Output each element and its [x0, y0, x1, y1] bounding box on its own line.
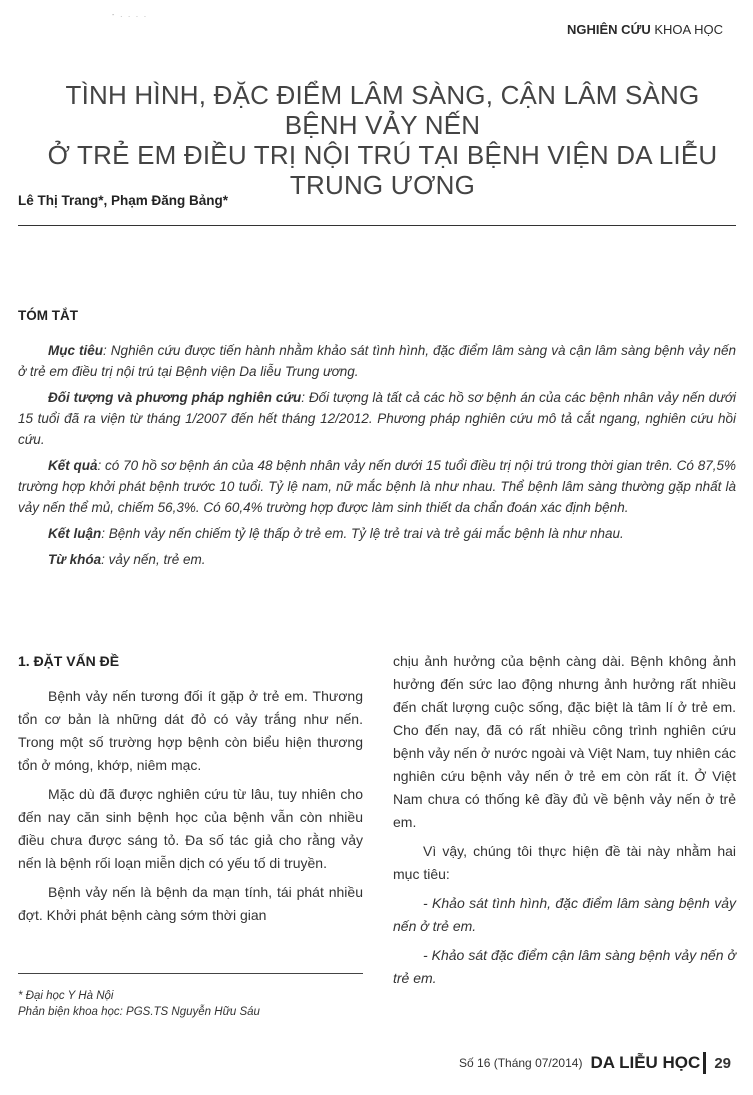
abstract-keywords	[18, 549, 736, 570]
footer-separator	[703, 1052, 706, 1074]
conclusion-text: : Bệnh vảy nến chiếm tỷ lệ thấp ở trẻ em. Tỷ lệ trẻ trai và trẻ gái mắc bệnh là như nhau.	[101, 526, 624, 541]
abstract-results	[18, 455, 736, 518]
results-label: Kết quả	[48, 458, 98, 473]
objective-label: Mục tiêu	[48, 343, 104, 358]
body-paragraph: Mặc dù đã được nghiên cứu từ lâu, tuy nhiên cho đến nay căn sinh bệnh học của bệnh vẫn còn nhiều điều chưa được sáng tỏ. Đa số tác giả cho rằng vảy nến là bệnh rối loạn miễn dịch có yếu tố di truyền.	[18, 786, 363, 871]
issue-info: Số 16 (Tháng 07/2014)	[459, 1056, 583, 1070]
title-line-2: Ở TRẺ EM ĐIỀU TRỊ NỘI TRÚ TẠI BỆNH VIỆN DA LIỄU TRUNG ƯƠNG	[47, 140, 718, 200]
keywords-label: Từ khóa	[48, 552, 102, 567]
page-number: 29	[714, 1054, 731, 1072]
body-column-right	[393, 650, 736, 996]
title-line-1: TÌNH HÌNH, ĐẶC ĐIỂM LÂM SÀNG, CẬN LÂM SÀNG BỆNH VẢY NẾN	[65, 80, 700, 140]
body-column-left	[18, 650, 363, 933]
page-footer	[459, 1052, 731, 1074]
body-paragraph: Bệnh vảy nến là bệnh da mạn tính, tái phát nhiều đợt. Khởi phát bệnh càng sớm thời gian	[18, 884, 363, 923]
body-paragraph: Bệnh vảy nến tương đối ít gặp ở trẻ em. Thương tổn cơ bản là những dát đỏ có vảy trắng như nến. Trong một số trường hợp bệnh còn biểu hiện thương tổn ở móng, khớp, niêm mạc.	[18, 688, 363, 773]
section-header-tag	[567, 22, 723, 37]
journal-name: DA LIỄU HỌC	[590, 1053, 701, 1072]
footnote-reviewer: Phản biện khoa học: PGS.TS Nguyễn Hữu Sáu	[18, 1006, 260, 1018]
body-paragraph: Vì vậy, chúng tôi thực hiện đề tài này nhằm hai mục tiêu:	[393, 843, 736, 882]
abstract-methods	[18, 387, 736, 450]
keywords-text: : vảy nến, trẻ em.	[101, 552, 206, 567]
results-text: : có 70 hồ sơ bệnh án của 48 bệnh nhân vảy nến dưới 15 tuổi điều trị nội trú trong thời gian trên. Có 87,5% trường hợp khởi phát bệnh trước 10 tuổi. Tỷ lệ nam, nữ mắc bệnh là như nhau. Thể bệnh lâm sàng thường gặp nhất là vảy nến thể mủ, chiếm 56,3%. Có 60,4% trường hợp được làm sinh thiết da chẩn đoán xác định bệnh.	[18, 458, 736, 515]
body-paragraph-continued: chịu ảnh hưởng của bệnh càng dài. Bệnh không ảnh hưởng đến sức lao động nhưng ảnh hưởng rất nhiều đến chất lượng cuộc sống, đặc biệt là tâm lí ở trẻ em. Cho đến nay, đã có rất nhiều công trình nghiên cứu bệnh vảy nến ở nước ngoài và Việt Nam, tuy nhiên các nghiên cứu bệnh vảy nến ở trẻ em còn rất ít. Ở Việt Nam chưa có thống kê đầy đủ về bệnh vảy nến ở trẻ em.	[393, 653, 736, 830]
abstract	[18, 340, 736, 575]
methods-text: : Đối tượng là tất cả các hồ sơ bệnh án của các bệnh nhân vảy nến dưới 15 tuổi đã ra viện từ tháng 1/2007 đến hết tháng 12/2012. Phương pháp nghiên cứu mô tả cắt ngang, nghiên cứu hồi cứu.	[18, 390, 737, 447]
abstract-objective	[18, 340, 736, 382]
footnote-affiliation: * Đại học Y Hà Nội	[18, 990, 114, 1002]
authors: Lê Thị Trang*, Phạm Đăng Bảng*	[18, 193, 229, 208]
header-tag-bold: NGHIÊN CỨU	[567, 22, 651, 37]
objective-item: - Khảo sát đặc điểm cận lâm sàng bệnh vảy nến ở trẻ em.	[393, 947, 736, 986]
conclusion-label: Kết luận	[48, 526, 102, 541]
abstract-heading: TÓM TẮT	[18, 308, 78, 323]
objective-text: : Nghiên cứu được tiến hành nhằm khảo sát tình hình, đặc điểm lâm sàng và cận lâm sàng bệnh vảy nến ở trẻ em điều trị nội trú tại Bệnh viện Da liễu Trung ương.	[18, 343, 736, 379]
header-tag-rest: KHOA HỌC	[654, 22, 723, 37]
article-title	[40, 80, 725, 200]
author-divider	[18, 225, 736, 226]
methods-label: Đối tượng và phương pháp nghiên cứu	[48, 390, 302, 405]
abstract-conclusion	[18, 523, 736, 544]
section-heading: 1. ĐẶT VẤN ĐỀ	[18, 653, 120, 669]
top-corner-mark: - . . . .	[112, 12, 148, 19]
footnote-divider	[18, 973, 363, 974]
footnote	[18, 988, 260, 1020]
objective-item: - Khảo sát tình hình, đặc điểm lâm sàng bệnh vảy nến ở trẻ em.	[393, 895, 736, 934]
